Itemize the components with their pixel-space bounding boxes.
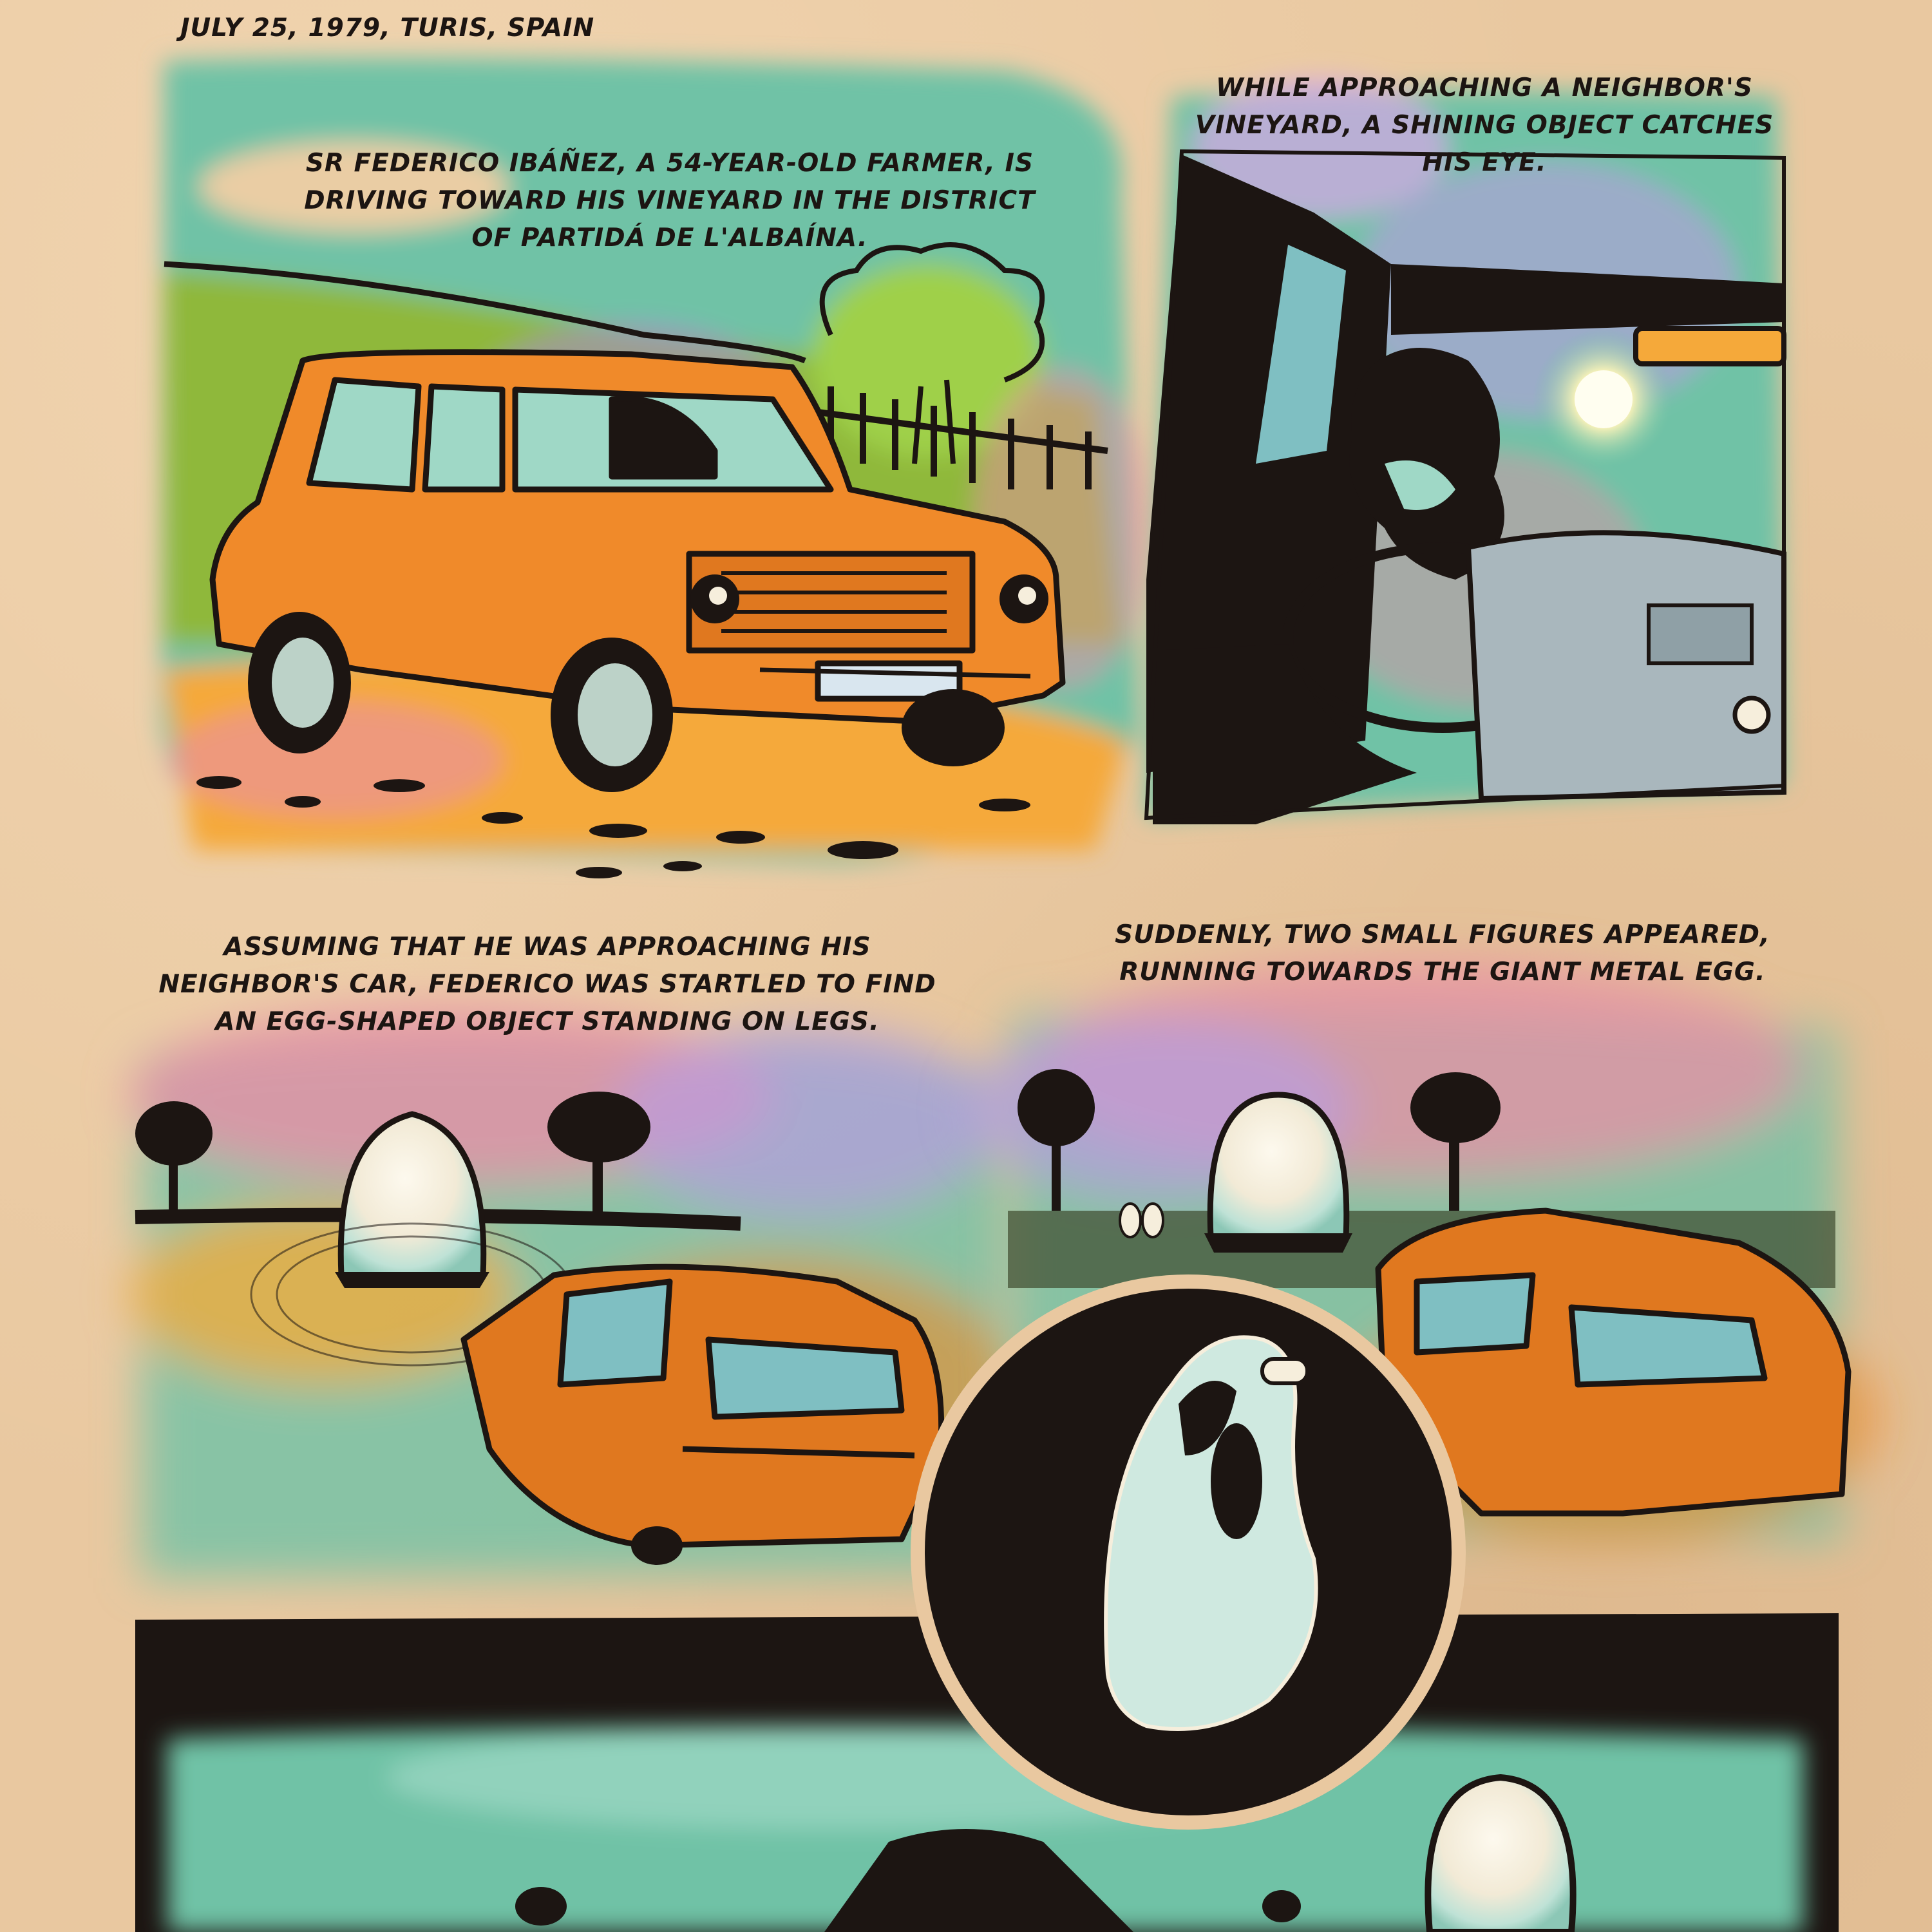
panel-3-art bbox=[129, 1005, 1018, 1578]
panel-2-caption: WHILE APPROACHING A NEIGHBOR'S VINEYARD, A SHINING OBJECT CATCHES HIS EYE. bbox=[1195, 73, 1774, 177]
panel-3-caption: ASSUMING THAT HE WAS APPROACHING HIS NEIGHBOR'S CAR, FEDERICO WAS STARTLED TO FIND AN EGG-SHAPED OBJECT STANDING ON LEGS. bbox=[158, 933, 936, 1036]
dateline-caption: JULY 25, 1979, TURIS, SPAIN bbox=[180, 14, 595, 43]
inset-circle-art bbox=[918, 1282, 1459, 1823]
panel-2-art bbox=[1146, 77, 1784, 824]
panel-1-caption: SR FEDERICO IBÁÑEZ, A 54-YEAR-OLD FARMER, IS DRIVING TOWARD HIS VINEYARD IN THE DISTRICT OF PARTIDÁ DE L'ALBAÍNA. bbox=[304, 149, 1036, 252]
panel-4-caption: SUDDENLY, TWO SMALL FIGURES APPEARED, RUNNING TOWARDS THE GIANT METAL EGG. bbox=[1115, 920, 1770, 987]
